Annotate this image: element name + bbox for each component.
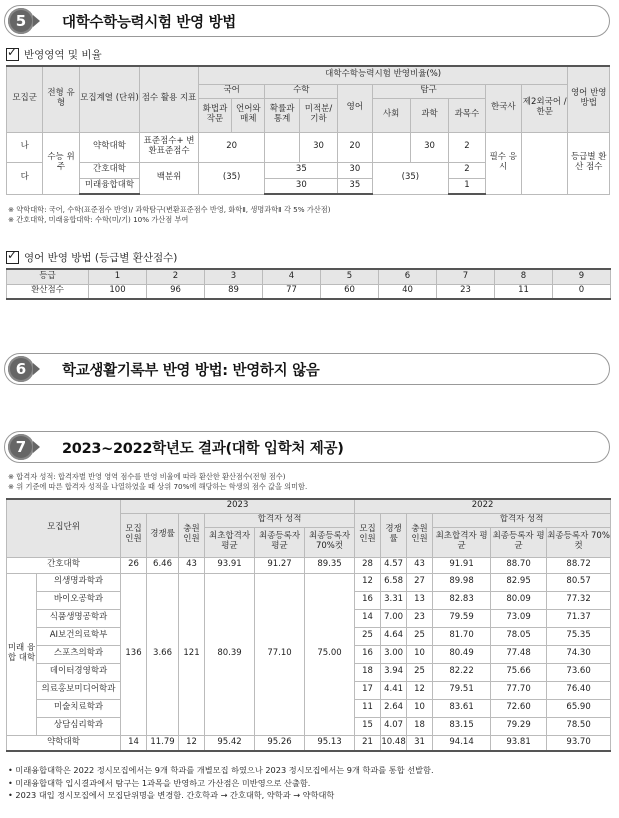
subheading-eng <box>6 250 177 265</box>
section-6-header <box>4 353 610 385</box>
cell-final-avg: 82.95 <box>491 573 547 591</box>
footnote: • 2023 대입 정시모집에서 모집단위명을 변경함. 간호학과 → 간호대학, 약학과 → 약학대학 <box>8 790 335 801</box>
cell-quota: 14 <box>121 735 147 751</box>
section-title: 대학수학능력시험 반영 방법 <box>62 14 236 31</box>
cell-final-avg: 91.27 <box>255 557 305 573</box>
header-2022: 2022 <box>355 499 611 513</box>
cell-quota: 26 <box>121 557 147 573</box>
footnote: • 미래융합대학 입시결과에서 탐구는 1과목을 반영하고 가산점은 미반영으로 산출함. <box>8 777 311 788</box>
eng-score: 96 <box>147 284 205 299</box>
cell-first-avg: 89.98 <box>433 573 491 591</box>
eng-grade: 3 <box>205 269 263 284</box>
cell-final-avg: 79.29 <box>491 717 547 735</box>
cell-70cut: 89.35 <box>305 557 355 573</box>
eng-score: 11 <box>495 284 553 299</box>
header-social: 사회 <box>372 98 410 132</box>
cell-first-avg: 79.59 <box>433 609 491 627</box>
header-perf: 합격자 성적 <box>205 513 355 527</box>
header-ratio: 경쟁 률 <box>381 513 407 557</box>
cell-quota: 18 <box>355 663 381 681</box>
header-unit: 모집계열 (단위) <box>79 66 140 132</box>
footnotes <box>8 764 434 802</box>
header-fill: 충원 인원 <box>179 513 205 557</box>
cell-70cut: 88.72 <box>547 557 611 573</box>
cell-ratio: 3.94 <box>381 663 407 681</box>
cell-ratio: 3.31 <box>381 591 407 609</box>
cell-ratio: 10.48 <box>381 735 407 751</box>
header-korean: 국어 <box>198 84 265 98</box>
cell-unit-nurse: 간호대학 <box>79 162 140 178</box>
section-number-badge: 5 <box>8 8 34 34</box>
header-70cut: 최종등록자 70%컷 <box>305 527 355 557</box>
eng-score-table <box>6 268 611 300</box>
arrow-icon <box>33 363 40 375</box>
cell-70cut: 80.57 <box>547 573 611 591</box>
header-eonmae: 언어와 매체 <box>232 98 265 132</box>
cell-first-avg: 94.14 <box>433 735 491 751</box>
header-fill: 충원 인원 <box>407 513 433 557</box>
header-hwa: 화법과 작문 <box>198 98 231 132</box>
cell-fill: 10 <box>407 699 433 717</box>
note: ※ 위 기준에 따른 합격자 성적을 나열하였을 때 상위 70%에 해당하는 학생의 점수 값을 의미함. <box>8 482 308 492</box>
eng-grade: 1 <box>89 269 147 284</box>
cell-quota: 21 <box>355 735 381 751</box>
header-math: 수학 <box>265 84 338 98</box>
header-hwak: 확률과 통계 <box>265 98 299 132</box>
arrow-icon <box>33 441 40 453</box>
cell-history: 필수 응시 <box>485 132 521 194</box>
cell-final-avg: 75.66 <box>491 663 547 681</box>
cell-fill: 23 <box>407 609 433 627</box>
header-final-avg: 최종등록자 평균 <box>255 527 305 557</box>
cell-ratio: 3.00 <box>381 645 407 663</box>
cell-first-avg: 80.39 <box>205 573 255 735</box>
row-unit-name: 간호대학 <box>7 557 121 573</box>
eng-grade: 4 <box>263 269 321 284</box>
note: ※ 간호대학, 미래융합대학: 수학(미/기) 10% 가산점 부여 <box>8 215 189 225</box>
results-table <box>6 498 611 752</box>
cell-quota: 17 <box>355 681 381 699</box>
cell-quota: 16 <box>355 645 381 663</box>
header-mijeok: 미적분/ 기하 <box>299 98 337 132</box>
cell-quota: 15 <box>355 717 381 735</box>
header-english: 영어 <box>338 84 372 132</box>
cell-first-avg: 91.91 <box>433 557 491 573</box>
table-row <box>7 557 611 573</box>
checkbox-icon <box>6 48 19 61</box>
cell-metric1: 표준점수+ 변환표준점수 <box>140 132 199 162</box>
section-7-header <box>4 431 610 463</box>
cell-metric2: 백분위 <box>140 162 199 194</box>
subheading-label: 반영영역 및 비율 <box>24 49 102 61</box>
cell-ratio: 7.00 <box>381 609 407 627</box>
cell-final-avg: 77.48 <box>491 645 547 663</box>
cell-70cut: 76.40 <box>547 681 611 699</box>
row-dept-name: 의료홍보미디어학과 <box>37 681 121 699</box>
eng-score: 40 <box>379 284 437 299</box>
eng-score-label: 환산점수 <box>7 284 89 299</box>
cell-quota: 11 <box>355 699 381 717</box>
arrow-icon <box>33 15 40 27</box>
cell-first-avg: 83.61 <box>433 699 491 717</box>
cell-fill: 43 <box>407 557 433 573</box>
header-lang2: 제2외국어 /한문 <box>521 84 568 132</box>
cell-final-avg: 77.70 <box>491 681 547 699</box>
cell-final-avg: 95.26 <box>255 735 305 751</box>
row-dept-name: 바이오공학과 <box>37 591 121 609</box>
cell-fill: 12 <box>179 735 205 751</box>
cell-fill: 10 <box>407 645 433 663</box>
cell-english: 20 <box>338 132 372 162</box>
cell-first-avg: 82.83 <box>433 591 491 609</box>
row-group-name: 미래 융합 대학 <box>7 573 37 735</box>
cell-korean: (35) <box>198 162 265 194</box>
cell-ratio: 4.64 <box>381 627 407 645</box>
cell-quota: 136 <box>121 573 147 735</box>
eng-score: 23 <box>437 284 495 299</box>
cell-70cut: 77.32 <box>547 591 611 609</box>
cell-fill: 13 <box>407 591 433 609</box>
eng-score: 60 <box>321 284 379 299</box>
eng-score: 77 <box>263 284 321 299</box>
cell-first-avg: 80.49 <box>433 645 491 663</box>
cell-70cut: 95.13 <box>305 735 355 751</box>
header-history: 한국사 <box>485 84 521 132</box>
subheading-label: 영어 반영 방법 (등급별 환산점수) <box>24 252 178 264</box>
table-row <box>7 573 611 591</box>
row-unit-name: 약학대학 <box>7 735 121 751</box>
cell-fill: 43 <box>179 557 205 573</box>
cell-fill: 18 <box>407 717 433 735</box>
csat-ratio-table <box>6 65 610 195</box>
cell-70cut: 65.90 <box>547 699 611 717</box>
header-metric: 점수 활용 지표 <box>140 66 199 132</box>
footnote: • 미래융합대학은 2022 정시모집에서는 9개 학과를 개별모집 하였으나 2023 정시모집에서는 9개 학과를 통합 선발함. <box>8 765 434 775</box>
cell-70cut: 75.35 <box>547 627 611 645</box>
header-final-avg: 최종등록자 평균 <box>491 527 547 557</box>
cell-science: 30 <box>410 132 448 162</box>
cell-ratio: 2.64 <box>381 699 407 717</box>
eng-grade-label: 등급 <box>7 269 89 284</box>
cell-70cut: 74.30 <box>547 645 611 663</box>
cell-ratio: 4.07 <box>381 717 407 735</box>
row-dept-name: AI보건의료학부 <box>37 627 121 645</box>
cell-gun-na: 나 <box>7 132 43 162</box>
cell-ratio: 6.58 <box>381 573 407 591</box>
cell-unit-pharm: 약학대학 <box>79 132 140 162</box>
cell-ratio: 6.46 <box>147 557 179 573</box>
row-dept-name: 식품생명공학과 <box>37 609 121 627</box>
cell-first-avg: 83.15 <box>433 717 491 735</box>
cell-fill: 27 <box>407 573 433 591</box>
header-science: 과학 <box>410 98 448 132</box>
cell-first-avg: 79.51 <box>433 681 491 699</box>
header-unit: 모집단위 <box>7 499 121 557</box>
row-dept-name: 스포츠의학과 <box>37 645 121 663</box>
cell-quota: 28 <box>355 557 381 573</box>
cell-fill: 31 <box>407 735 433 751</box>
cell-first-avg: 93.91 <box>205 557 255 573</box>
eng-grade: 2 <box>147 269 205 284</box>
cell-first-avg: 81.70 <box>433 627 491 645</box>
section-number-badge: 6 <box>8 356 34 382</box>
header-count: 과목수 <box>449 98 485 132</box>
cell-ratio: 3.66 <box>147 573 179 735</box>
header-quota: 모집 인원 <box>355 513 381 557</box>
cell-first-avg: 95.42 <box>205 735 255 751</box>
header-70cut: 최종등록자 70%컷 <box>547 527 611 557</box>
cell-count: 2 <box>449 132 485 162</box>
cell-fill: 25 <box>407 663 433 681</box>
cell-eng-method: 등급별 환산 점수 <box>568 132 610 194</box>
header-gun: 모집군 <box>7 66 43 132</box>
header-ratio: 경쟁률 <box>147 513 179 557</box>
header-eng-method: 영어 반영 방법 <box>568 66 610 132</box>
cell-70cut: 71.37 <box>547 609 611 627</box>
cell-final-avg: 72.60 <box>491 699 547 717</box>
row-dept-name: 데이터경영학과 <box>37 663 121 681</box>
cell-english: 35 <box>338 178 372 194</box>
note: ※ 합격자 성적: 합격자별 반영 영역 점수를 반영 비율에 따라 환산한 환산점수(전형 점수) <box>8 472 286 481</box>
cell-final-avg: 73.09 <box>491 609 547 627</box>
cell-quota: 14 <box>355 609 381 627</box>
row-dept-name: 의생명과학과 <box>37 573 121 591</box>
cell-unit-future: 미래융합대학 <box>79 178 140 194</box>
table-row <box>7 735 611 751</box>
note: ※ 약학대학: 국어, 수학(표준점수 반영)/ 과학탐구(변환표준점수 반영, 화학Ⅱ, 생명과학Ⅱ 각 5% 가산점) <box>8 205 331 214</box>
checkbox-icon <box>6 251 19 264</box>
header-first-avg: 최초합격자 평균 <box>205 527 255 557</box>
eng-grade: 9 <box>553 269 611 284</box>
cell-type: 수능 위주 <box>43 132 79 194</box>
header-quota: 모집 인원 <box>121 513 147 557</box>
cell-fill: 25 <box>407 627 433 645</box>
eng-score: 0 <box>553 284 611 299</box>
eng-grade: 7 <box>437 269 495 284</box>
eng-grade: 5 <box>321 269 379 284</box>
cell-final-avg: 77.10 <box>255 573 305 735</box>
eng-grade: 8 <box>495 269 553 284</box>
cell-70cut: 93.70 <box>547 735 611 751</box>
cell-math: 35 <box>265 162 338 178</box>
notes-s5 <box>8 205 331 226</box>
eng-grade: 6 <box>379 269 437 284</box>
cell-quota: 16 <box>355 591 381 609</box>
cell-70cut: 73.60 <box>547 663 611 681</box>
header-2023: 2023 <box>121 499 355 513</box>
cell-english: 30 <box>338 162 372 178</box>
eng-score: 89 <box>205 284 263 299</box>
header-inquiry: 탐구 <box>372 84 485 98</box>
header-ratio: 대학수학능력시험 반영비율(%) <box>198 66 568 84</box>
cell-70cut: 75.00 <box>305 573 355 735</box>
cell-final-avg: 80.09 <box>491 591 547 609</box>
cell-first-avg: 82.22 <box>433 663 491 681</box>
cell-final-avg: 88.70 <box>491 557 547 573</box>
cell-ratio: 4.57 <box>381 557 407 573</box>
cell-final-avg: 93.81 <box>491 735 547 751</box>
row-dept-name: 상담심리학과 <box>37 717 121 735</box>
notes-s7 <box>8 472 307 493</box>
cell-quota: 12 <box>355 573 381 591</box>
cell-korean: 20 <box>198 132 265 162</box>
cell-count: 1 <box>449 178 485 194</box>
cell-count: 2 <box>449 162 485 178</box>
header-perf: 합격자 성적 <box>433 513 611 527</box>
section-5-header <box>4 5 610 37</box>
cell-inquiry: (35) <box>372 162 449 194</box>
eng-score: 100 <box>89 284 147 299</box>
cell-fill: 12 <box>407 681 433 699</box>
cell-math: 30 <box>265 178 338 194</box>
cell-ratio: 4.41 <box>381 681 407 699</box>
section-title: 학교생활기록부 반영 방법: 반영하지 않음 <box>62 362 320 379</box>
section-title: 2023~2022학년도 결과(대학 입학처 제공) <box>62 440 344 457</box>
cell-fill: 121 <box>179 573 205 735</box>
header-type: 전형 유형 <box>43 66 79 132</box>
header-first-avg: 최초합격자 평균 <box>433 527 491 557</box>
section-number-badge: 7 <box>8 434 34 460</box>
cell-ratio: 11.79 <box>147 735 179 751</box>
cell-final-avg: 78.05 <box>491 627 547 645</box>
cell-gun-da: 다 <box>7 162 43 194</box>
cell-70cut: 78.50 <box>547 717 611 735</box>
row-dept-name: 미술치료학과 <box>37 699 121 717</box>
cell-quota: 25 <box>355 627 381 645</box>
subheading-ratio <box>6 47 102 62</box>
cell-math: 30 <box>299 132 337 162</box>
